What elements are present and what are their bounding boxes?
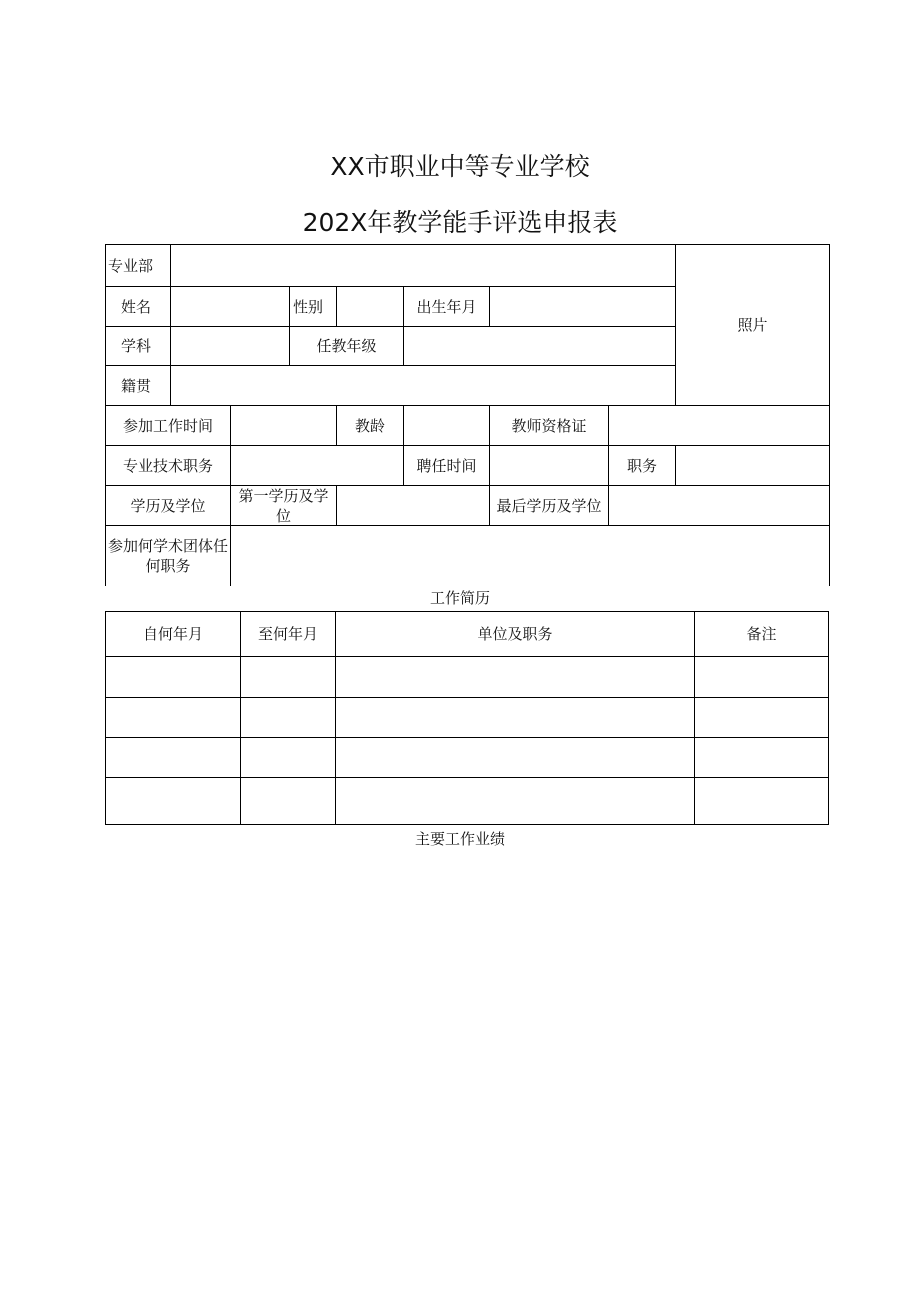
resume-header-unit: 单位及职务 <box>477 625 553 643</box>
position-field[interactable] <box>676 446 829 485</box>
first-edu-label: 第一学历及学位 <box>238 486 329 525</box>
dept-label: 专业部 <box>108 256 154 275</box>
table-row[interactable] <box>106 738 828 777</box>
photo-label: 照片 <box>737 316 768 334</box>
resume-caption: 工作简历 <box>429 589 490 607</box>
academic-label: 参加何学术团体任何职务 <box>108 537 229 575</box>
tech-title-field[interactable] <box>231 446 403 485</box>
position-label: 职务 <box>626 456 657 475</box>
native-label: 籍贯 <box>121 376 152 395</box>
resume-header-remarks: 备注 <box>746 625 777 643</box>
edu-degree-label: 学历及学位 <box>130 496 206 515</box>
table-row[interactable] <box>106 698 828 737</box>
academic-field[interactable] <box>231 526 829 586</box>
resume-header-to: 至何年月 <box>257 625 318 643</box>
grade-field[interactable] <box>404 327 675 365</box>
tech-title-label: 专业技术职务 <box>122 456 213 475</box>
name-field[interactable] <box>171 287 289 326</box>
birth-label: 出生年月 <box>416 297 477 316</box>
grade-label: 任教年级 <box>316 337 377 355</box>
name-label: 姓名 <box>121 297 152 316</box>
subject-label: 学科 <box>121 337 152 355</box>
table-row[interactable] <box>106 657 828 697</box>
photo-box[interactable] <box>676 245 829 405</box>
last-edu-label: 最后学历及学位 <box>496 496 602 515</box>
resume-header-from: 自何年月 <box>142 625 203 643</box>
first-edu-field[interactable] <box>337 486 489 525</box>
teach-years-field[interactable] <box>404 406 489 445</box>
achievements-caption: 主要工作业绩 <box>414 830 505 848</box>
gender-label: 性别 <box>293 297 324 316</box>
subject-field[interactable] <box>171 327 289 365</box>
teach-years-label: 教龄 <box>354 416 385 435</box>
hire-time-label: 聘任时间 <box>416 456 477 475</box>
work-start-label: 参加工作时间 <box>122 416 213 435</box>
dept-field[interactable] <box>171 245 675 286</box>
work-start-field[interactable] <box>231 406 336 445</box>
school-title: XX市职业中等专业学校 <box>330 152 590 181</box>
form-title: 202X年教学能手评选申报表 <box>302 208 618 237</box>
native-field[interactable] <box>171 366 675 405</box>
table-row[interactable] <box>106 778 828 824</box>
last-edu-field[interactable] <box>609 486 829 525</box>
hire-time-field[interactable] <box>490 446 608 485</box>
gender-field[interactable] <box>337 287 403 326</box>
birth-field[interactable] <box>490 287 675 326</box>
cert-label: 教师资格证 <box>511 416 587 435</box>
cert-field[interactable] <box>609 406 829 445</box>
